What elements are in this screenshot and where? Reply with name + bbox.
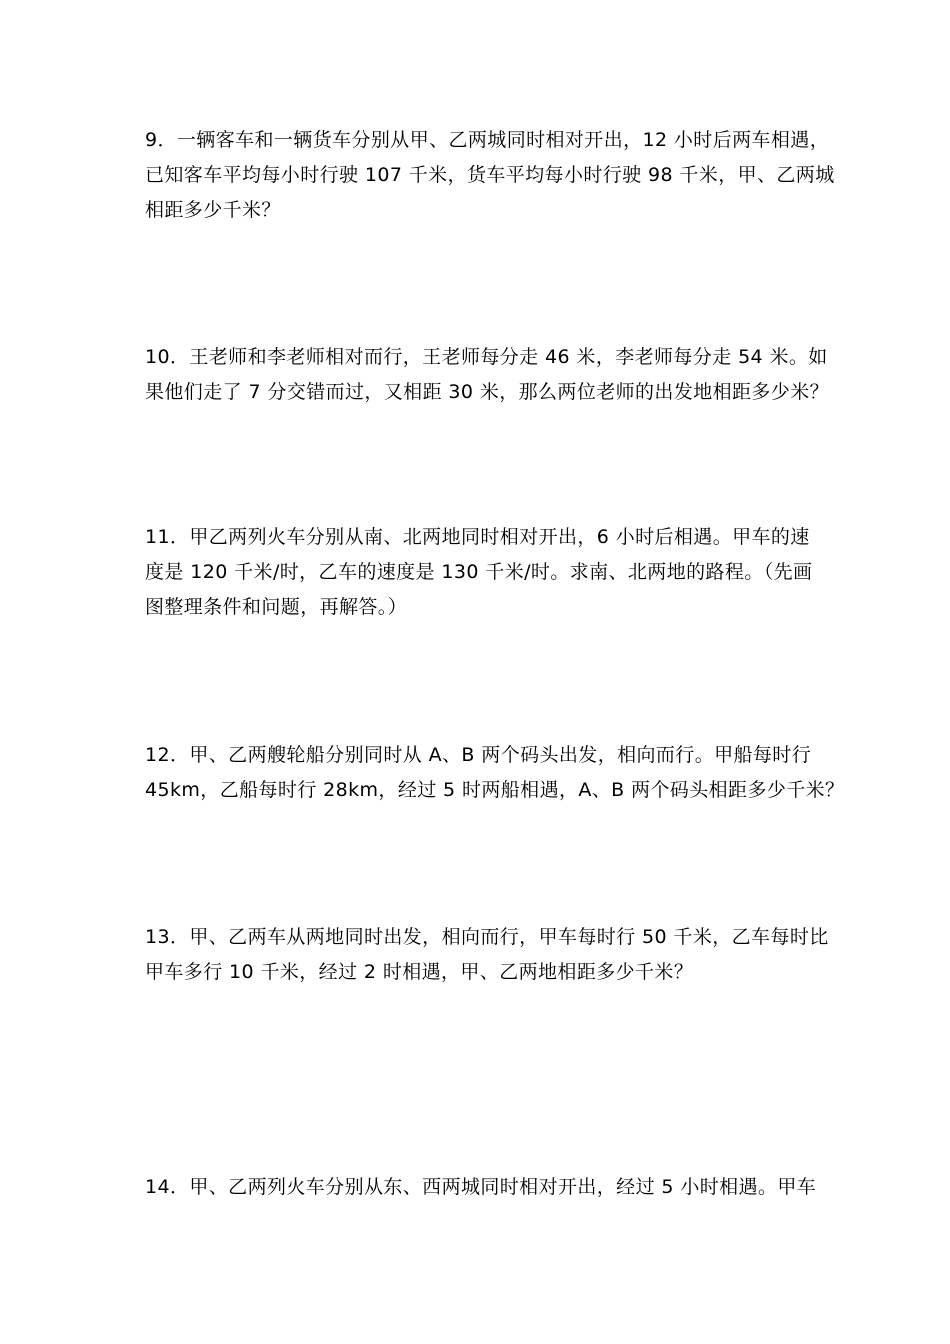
problem-text-line: 45km，乙船每时行 28km，经过 5 时两船相遇，A、B 两个码头相距多少千米？ xyxy=(145,779,845,801)
problem-text-line: 13．甲、乙两车从两地同时出发，相向而行，甲车每时行 50 千米，乙车每时比 xyxy=(145,926,829,948)
problem-13 xyxy=(145,920,829,990)
problem-text-line: 11．甲乙两列火车分别从南、北两地同时相对开出，6 小时后相遇。甲车的速 xyxy=(145,526,810,548)
problem-10 xyxy=(145,340,830,410)
problem-text-line: 果他们走了 7 分交错而过，又相距 30 米，那么两位老师的出发地相距多少米？ xyxy=(145,381,830,403)
problem-12 xyxy=(145,738,845,808)
problem-text-line: 已知客车平均每小时行驶 107 千米，货车平均每小时行驶 98 千米，甲、乙两城 xyxy=(145,164,835,186)
problem-text-line: 相距多少千米？ xyxy=(145,199,281,221)
problem-text-line: 9．一辆客车和一辆货车分别从甲、乙两城同时相对开出，12 小时后两车相遇， xyxy=(145,129,830,151)
problem-text-line: 图整理条件和问题，再解答。） xyxy=(145,596,408,618)
problem-14 xyxy=(145,1170,817,1205)
problem-text-line: 10．王老师和李老师相对而行，王老师每分走 46 米，李老师每分走 54 米。如 xyxy=(145,346,828,368)
problem-text-line: 12．甲、乙两艘轮船分别同时从 A、B 两个码头出发，相向而行。甲船每时行 xyxy=(145,744,812,766)
problem-text-line: 14．甲、乙两列火车分别从东、西两城同时相对开出，经过 5 小时相遇。甲车 xyxy=(145,1176,817,1198)
problem-11 xyxy=(145,520,813,625)
problem-text-line: 度是 120 千米/时，乙车的速度是 130 千米/时。求南、北两地的路程。（先画 xyxy=(145,561,813,583)
problem-9 xyxy=(145,123,835,228)
problem-text-line: 甲车多行 10 千米，经过 2 时相遇，甲、乙两地相距多少千米？ xyxy=(145,961,694,983)
